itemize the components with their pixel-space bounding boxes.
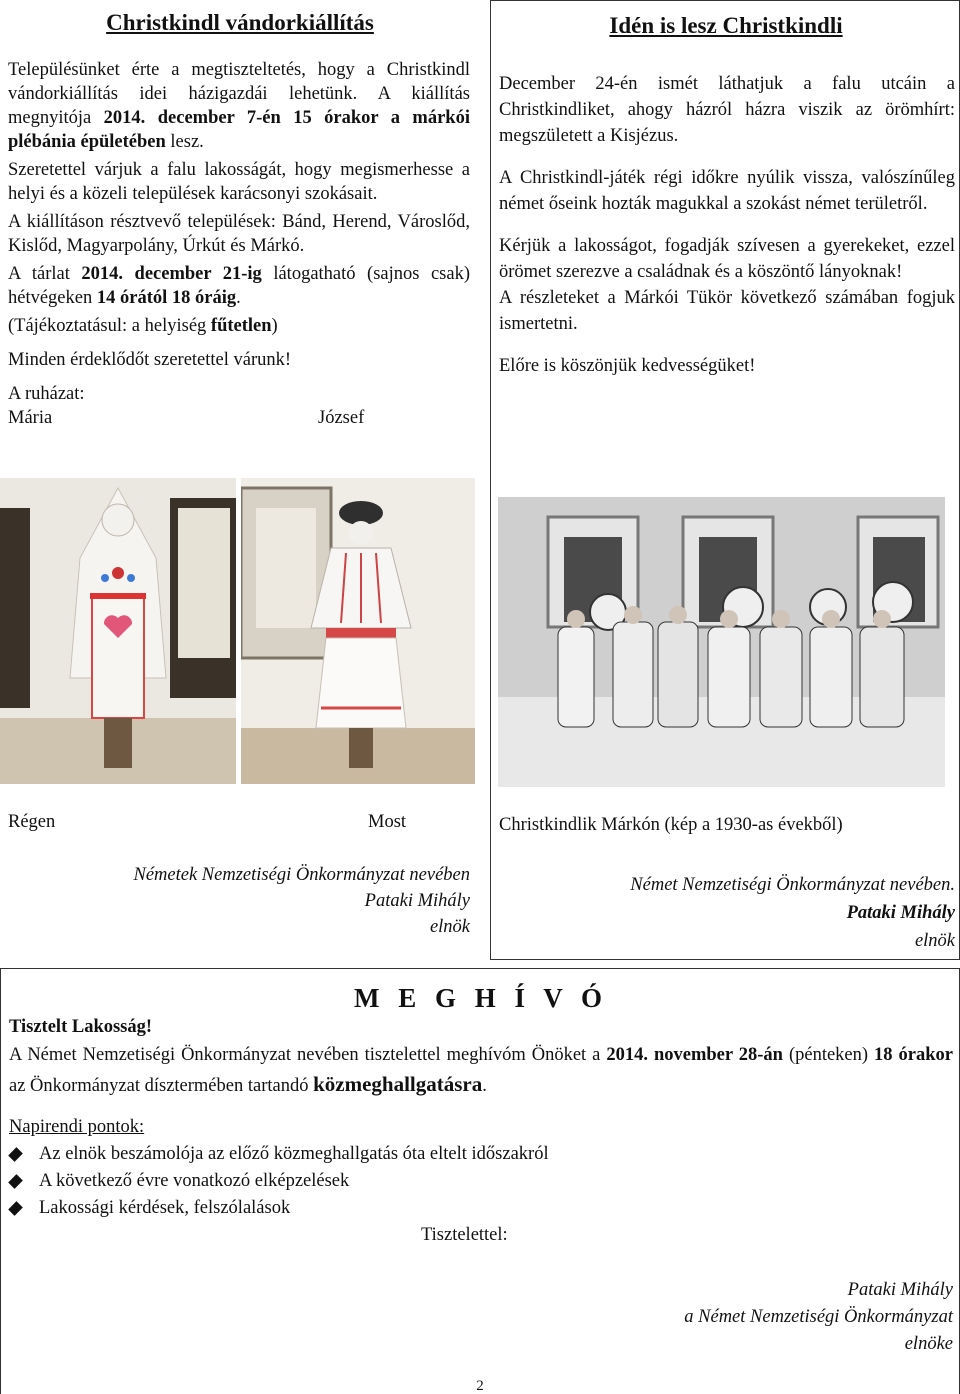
invitation-signature-role: elnöke: [904, 1334, 953, 1354]
invitation-greeting: Tisztelt Lakosság!: [9, 1017, 153, 1037]
bullet-diamond-icon: [8, 1147, 23, 1162]
invitation-title: M E G H Í V Ó: [353, 983, 609, 1013]
invitation-text: A Német Nemzetiségi Önkormányzat nevében tisztelettel meghívóm Önöket a 2014. november 28-án (pénteken) 18 órakor az Önkormányzat dísztermében tartandó közmeghallgatásra.: [9, 1045, 953, 1096]
page-number: 2: [476, 1378, 484, 1394]
invitation-signature-org: a Német Nemzetiségi Önkormányzat: [684, 1307, 953, 1327]
invitation-signature: [501, 1277, 953, 1358]
exhibition-signature-role: elnök: [429, 917, 470, 937]
exhibition-paragraph-3: A kiállításon résztvevő települések: Bánd, Herend, Városlőd, Kislőd, Magyarpolány, Úrkút és Márkó.: [8, 212, 470, 256]
agenda-list: [9, 1141, 909, 1222]
historical-photo-caption: Christkindlik Márkón (kép a 1930-as évekből): [499, 815, 843, 835]
costume-photo-old: [0, 478, 236, 784]
agenda-item: A következő évre vonatkozó elképzelések: [9, 1168, 909, 1195]
clothing-names: [8, 406, 470, 432]
christkindli-paragraph-2: A Christkindl-játék régi időkre nyúlik vissza, valószínűleg német őseink hozták magukkal a szokást német területről.: [499, 168, 955, 214]
christkindli-paragraph-3: Kérjük a lakosságot, fogadják szívesen a gyerekeket, ezzel örömet szerezve a családnak és a köszöntő lányoknak!: [499, 236, 955, 282]
exhibition-title: Christkindl vándorkiállítás: [106, 10, 374, 35]
christkindli-paragraph-4: A részleteket a Márkói Tükör következő számában fogjuk ismertetni.: [499, 288, 955, 334]
christkindli-paragraph-1: December 24-én ismét láthatjuk a falu utcáin a Christkindliket, ahogy házról házra viszik az örömhírt: megszületett a Kisjézus.: [499, 74, 955, 146]
christkindli-article: [490, 0, 960, 960]
exhibition-body: [8, 58, 470, 432]
exhibition-paragraph-2: Szeretettel várjuk a falu lakosságát, hogy megismerhesse a helyi és a közeli települések karácsonyi szokásait.: [8, 160, 470, 204]
christkindli-body: [499, 71, 955, 395]
christkindli-signature-org: Német Nemzetiségi Önkormányzat nevében.: [630, 875, 955, 895]
exhibition-signature-org: Németek Nemzetiségi Önkormányzat nevében: [133, 865, 470, 885]
caption-new: Most: [368, 812, 407, 832]
historical-christkindl-photo: [498, 497, 945, 787]
invitation-box: [0, 968, 960, 1394]
historical-photo-drawing: [498, 497, 945, 787]
costume-old-drawing: [0, 478, 236, 784]
exhibition-invitation: Minden érdeklődőt szeretettel várunk!: [8, 350, 292, 370]
invitation-signature-name: Pataki Mihály: [847, 1280, 953, 1300]
exhibition-paragraph-4: A tárlat 2014. december 21-ig látogatható (sajnos csak) hétvégeken 14 órától 18 óráig.: [8, 264, 471, 308]
clothing-label: A ruházat:: [8, 384, 85, 404]
exhibition-signature: [8, 862, 470, 940]
bullet-diamond-icon: [8, 1174, 23, 1189]
costume-new-drawing: [241, 478, 475, 784]
exhibition-paragraph-5: (Tájékoztatásul: a helyiség fűtetlen): [8, 316, 278, 336]
agenda-item: Lakossági kérdések, felszólalások: [9, 1195, 909, 1222]
agenda-title: Napirendi pontok:: [9, 1117, 145, 1137]
exhibition-signature-name: Pataki Mihály: [364, 891, 470, 911]
costume-photo-new: [241, 478, 475, 784]
christkindli-title: Idén is lesz Christkindli: [609, 13, 843, 38]
bullet-diamond-icon: [8, 1201, 23, 1216]
christkindli-thanks: Előre is köszönjük kedvességüket!: [499, 356, 756, 376]
caption-old: Régen: [8, 812, 56, 832]
invitation-regards: Tisztelettel:: [421, 1225, 508, 1245]
christkindli-signature-role: elnök: [914, 931, 955, 951]
clothing-name-maria: Mária: [8, 408, 53, 428]
agenda-item: Az elnök beszámolója az előző közmeghallgatás óta eltelt időszakról: [9, 1141, 909, 1168]
christkindli-signature: [499, 871, 955, 955]
exhibition-article: [0, 0, 480, 460]
clothing-name-jozsef: József: [318, 408, 365, 428]
christkindli-signature-name: Pataki Mihály: [846, 903, 955, 923]
exhibition-paragraph-1: Településünket érte a megtiszteltetés, hogy a Christkindl vándorkiállítás idei házigazdái lehetünk. A kiállítás megnyitója 2014. december 7-én 15 órakor a márkói plébánia épületében lesz.: [8, 60, 470, 152]
